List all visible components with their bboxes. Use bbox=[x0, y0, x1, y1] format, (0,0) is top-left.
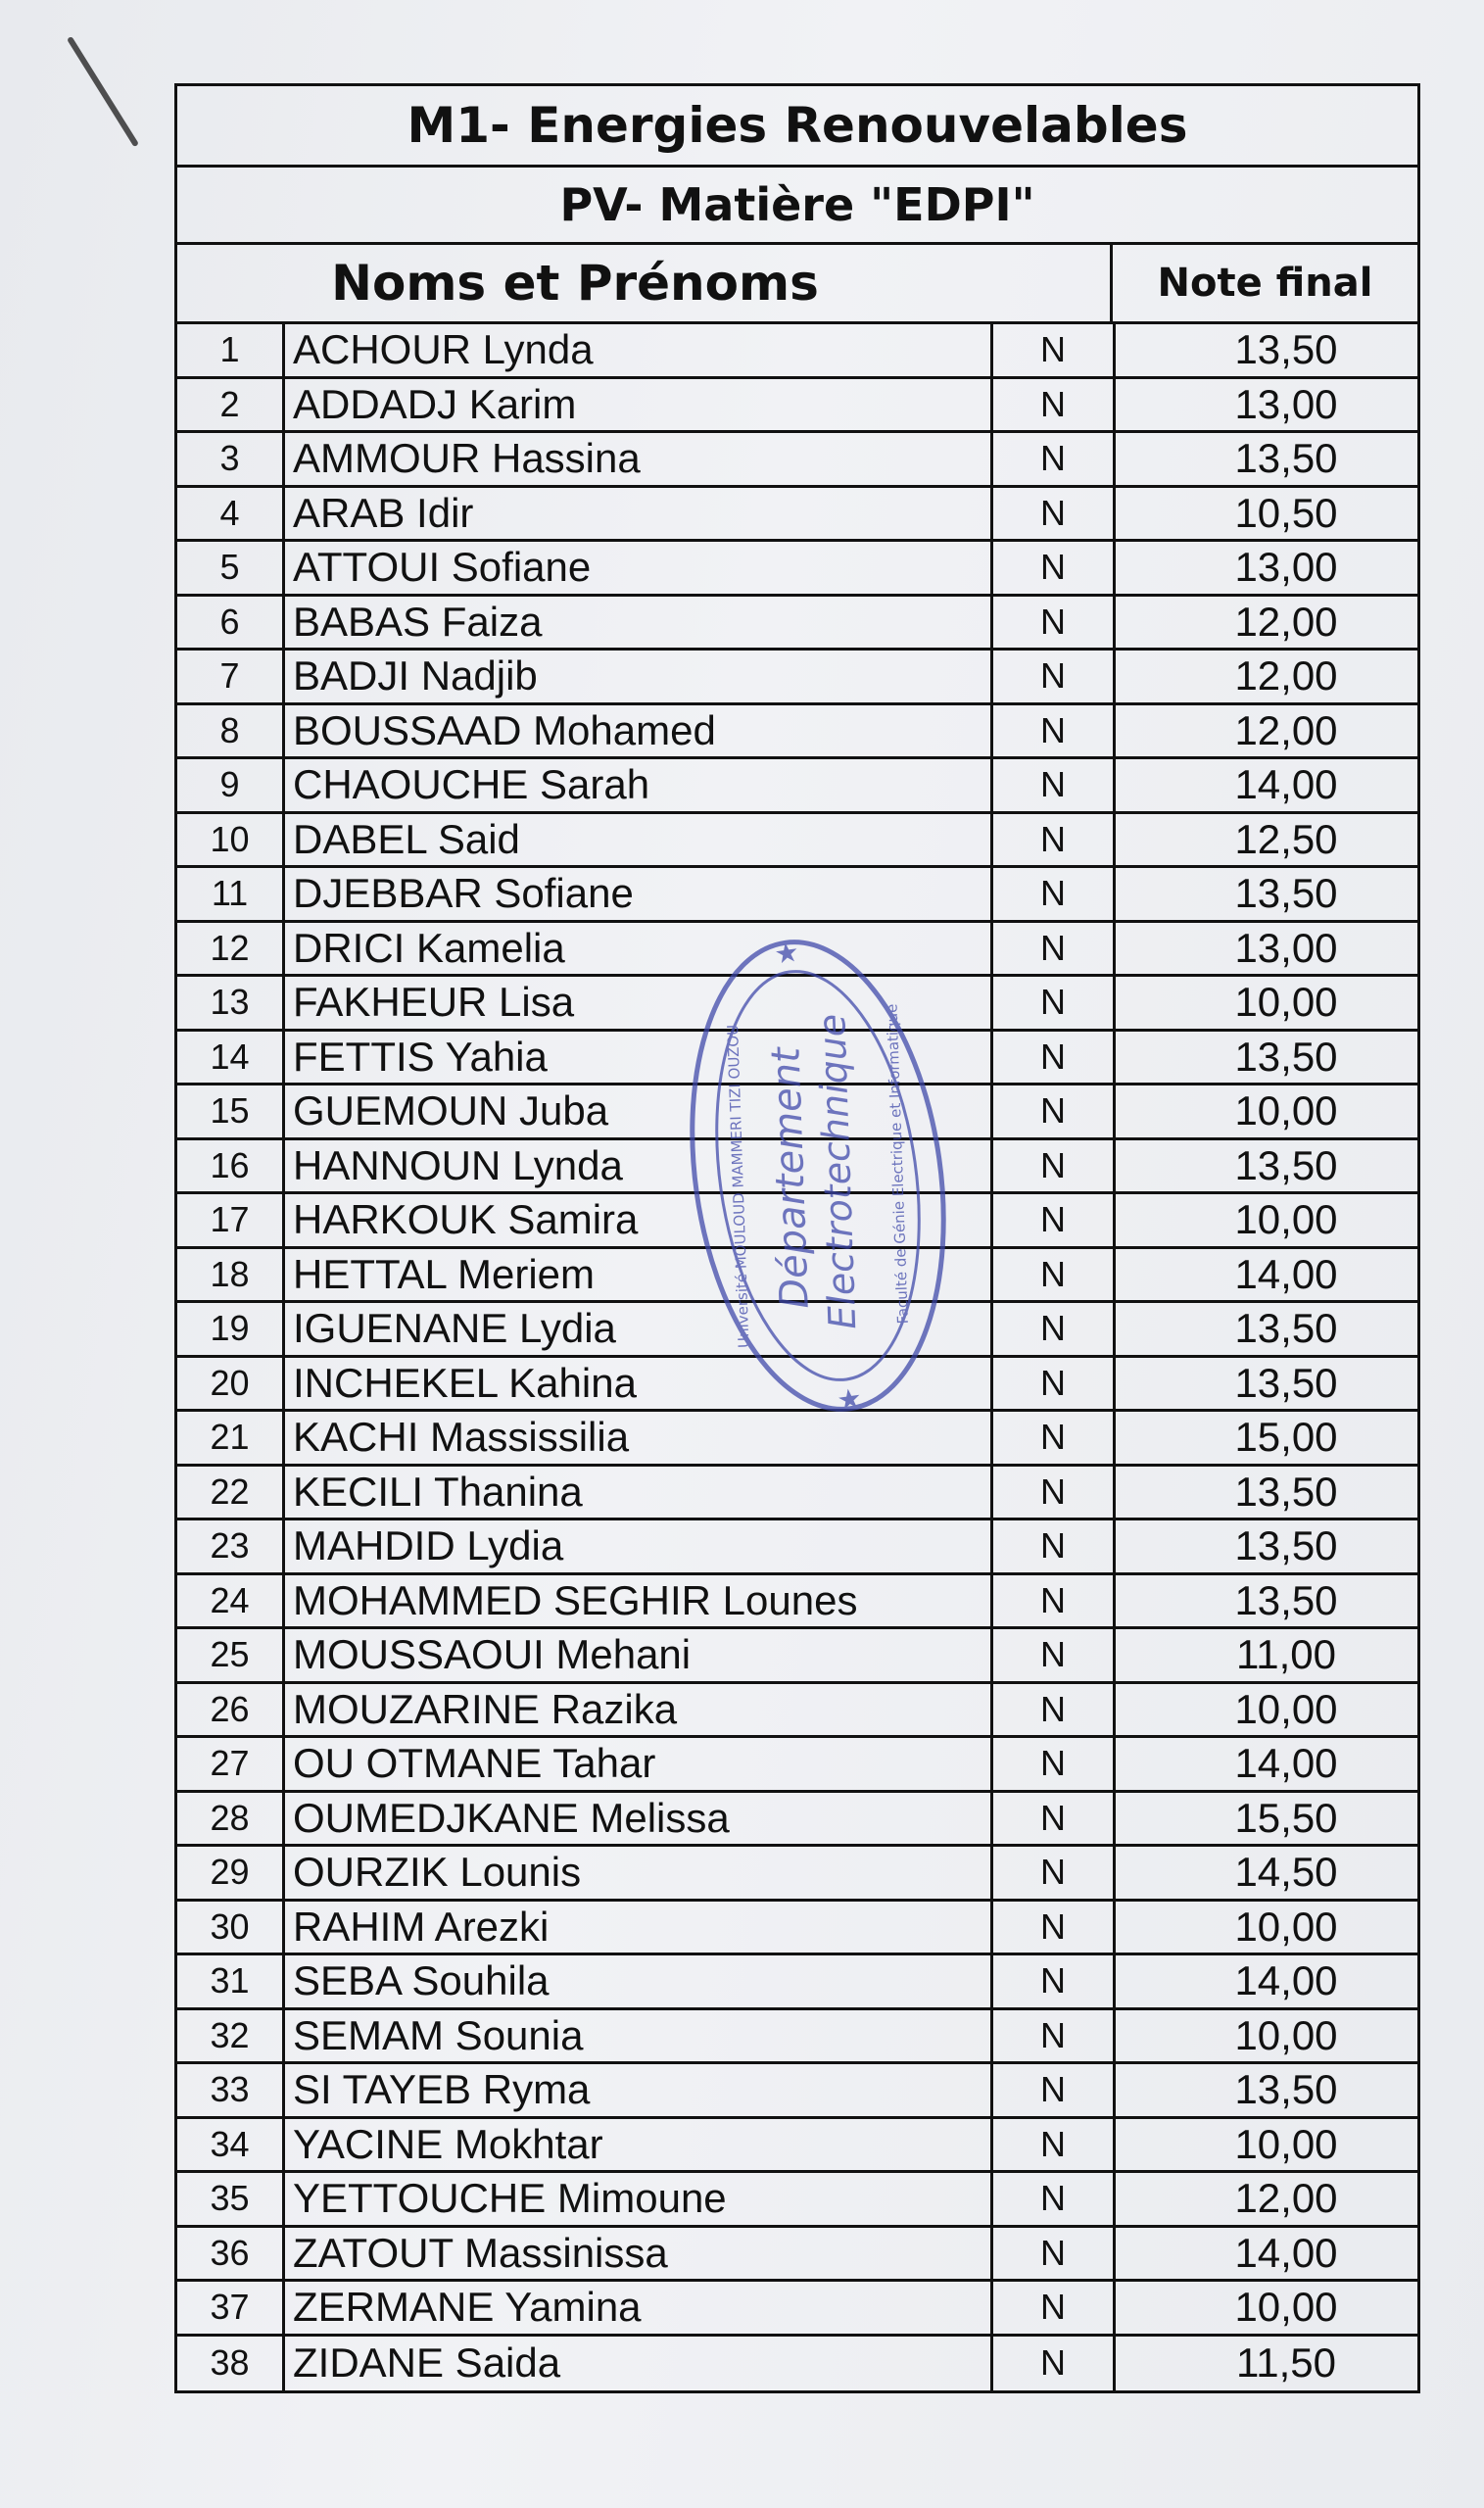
row-number: 30 bbox=[177, 1902, 285, 1953]
student-name: RAHIM Arezki bbox=[285, 1902, 993, 1953]
status-code: N bbox=[993, 1412, 1116, 1464]
status-code: N bbox=[993, 1902, 1116, 1953]
status-code: N bbox=[993, 1085, 1116, 1137]
student-name: YETTOUCHE Mimoune bbox=[285, 2173, 993, 2225]
student-name: AMMOUR Hassina bbox=[285, 433, 993, 485]
table-row bbox=[177, 379, 1417, 434]
stamp-line-1: Département bbox=[763, 1046, 818, 1310]
table-row bbox=[177, 977, 1417, 1032]
table-row bbox=[177, 542, 1417, 597]
row-number: 6 bbox=[177, 597, 285, 649]
final-grade: 12,00 bbox=[1234, 652, 1338, 699]
student-name: ZIDANE Saida bbox=[285, 2337, 993, 2391]
row-number: 8 bbox=[177, 705, 285, 757]
table-row bbox=[177, 759, 1417, 814]
table-row bbox=[177, 1793, 1417, 1848]
row-number: 28 bbox=[177, 1793, 285, 1845]
row-number: 38 bbox=[177, 2337, 285, 2391]
svg-text:★: ★ bbox=[835, 1381, 864, 1418]
final-grade: 13,00 bbox=[1234, 544, 1338, 591]
final-grade: 10,50 bbox=[1234, 489, 1338, 536]
final-grade: 13,50 bbox=[1234, 1305, 1338, 1352]
row-number: 21 bbox=[177, 1412, 285, 1464]
document-subtitle: PV- Matière "EDPI" bbox=[177, 168, 1417, 245]
table-row bbox=[177, 705, 1417, 760]
final-grade: 10,00 bbox=[1234, 1196, 1338, 1243]
final-grade: 13,50 bbox=[1234, 1359, 1338, 1406]
student-name: KECILI Thanina bbox=[285, 1467, 993, 1519]
row-number: 15 bbox=[177, 1085, 285, 1137]
status-code: N bbox=[993, 2282, 1116, 2334]
document-title: M1- Energies Renouvelables bbox=[177, 86, 1417, 168]
final-grade: 11,00 bbox=[1236, 1631, 1336, 1678]
table-row bbox=[177, 1902, 1417, 1956]
status-code: N bbox=[993, 1629, 1116, 1681]
final-grade: 10,00 bbox=[1234, 1087, 1338, 1134]
row-number: 35 bbox=[177, 2173, 285, 2225]
table-row bbox=[177, 923, 1417, 978]
status-code: N bbox=[993, 2228, 1116, 2280]
status-code: N bbox=[993, 2119, 1116, 2171]
final-grade: 15,00 bbox=[1234, 1414, 1338, 1461]
table-row bbox=[177, 1575, 1417, 1630]
table-row bbox=[177, 868, 1417, 923]
final-grade: 13,00 bbox=[1234, 380, 1338, 427]
row-number: 24 bbox=[177, 1575, 285, 1627]
final-grade: 13,50 bbox=[1234, 435, 1338, 482]
table-row bbox=[177, 1303, 1417, 1358]
student-name: OUMEDJKANE Melissa bbox=[285, 1793, 993, 1845]
student-name: ACHOUR Lynda bbox=[285, 324, 993, 376]
column-header-names: Noms et Prénoms bbox=[177, 245, 1113, 321]
final-grade: 11,50 bbox=[1236, 2339, 1336, 2387]
row-number: 23 bbox=[177, 1520, 285, 1572]
table-row bbox=[177, 488, 1417, 543]
status-code: N bbox=[993, 1847, 1116, 1899]
final-grade: 10,00 bbox=[1234, 2120, 1338, 2167]
status-code: N bbox=[993, 759, 1116, 811]
row-number: 32 bbox=[177, 2010, 285, 2062]
final-grade: 12,50 bbox=[1234, 815, 1338, 862]
student-name: MOHAMMED SEGHIR Lounes bbox=[285, 1575, 993, 1627]
row-number: 10 bbox=[177, 814, 285, 866]
final-grade: 13,50 bbox=[1234, 1141, 1338, 1188]
stamp-outer-top: Université MOULOUD MAMMERI TIZI OUZOU bbox=[723, 1024, 753, 1349]
student-name: DJEBBAR Sofiane bbox=[285, 868, 993, 920]
table-row bbox=[177, 1738, 1417, 1793]
status-code: N bbox=[993, 705, 1116, 757]
final-grade: 12,00 bbox=[1234, 598, 1338, 645]
row-number: 17 bbox=[177, 1194, 285, 1246]
final-grade: 13,50 bbox=[1234, 870, 1338, 917]
student-name: MAHDID Lydia bbox=[285, 1520, 993, 1572]
final-grade: 10,00 bbox=[1234, 2284, 1338, 2331]
row-number: 36 bbox=[177, 2228, 285, 2280]
table-row bbox=[177, 2337, 1417, 2391]
status-code: N bbox=[993, 2010, 1116, 2062]
final-grade: 15,50 bbox=[1234, 1794, 1338, 1841]
final-grade: 13,50 bbox=[1234, 1576, 1338, 1623]
student-name: DABEL Said bbox=[285, 814, 993, 866]
final-grade: 13,50 bbox=[1234, 1522, 1338, 1569]
status-code: N bbox=[993, 1684, 1116, 1736]
table-row bbox=[177, 1684, 1417, 1739]
table-row bbox=[177, 1194, 1417, 1249]
student-name: HANNOUN Lynda bbox=[285, 1140, 993, 1192]
row-number: 27 bbox=[177, 1738, 285, 1790]
final-grade: 13,00 bbox=[1234, 924, 1338, 971]
table-body bbox=[177, 324, 1417, 2390]
status-code: N bbox=[993, 2173, 1116, 2225]
final-grade: 10,00 bbox=[1234, 979, 1338, 1026]
row-number: 2 bbox=[177, 379, 285, 431]
stamp-outer-bottom: Faculté de Génie Electrique et Informatique bbox=[883, 1003, 912, 1325]
table-row bbox=[177, 2282, 1417, 2337]
student-name: OU OTMANE Tahar bbox=[285, 1738, 993, 1790]
table-row bbox=[177, 433, 1417, 488]
row-number: 4 bbox=[177, 488, 285, 540]
row-number: 37 bbox=[177, 2282, 285, 2334]
column-headers bbox=[177, 245, 1417, 324]
status-code: N bbox=[993, 868, 1116, 920]
row-number: 29 bbox=[177, 1847, 285, 1899]
table-row bbox=[177, 1412, 1417, 1467]
student-name: BOUSSAAD Mohamed bbox=[285, 705, 993, 757]
status-code: N bbox=[993, 1575, 1116, 1627]
status-code: N bbox=[993, 1032, 1116, 1084]
status-code: N bbox=[993, 923, 1116, 975]
row-number: 14 bbox=[177, 1032, 285, 1084]
table-row bbox=[177, 1085, 1417, 1140]
table-row bbox=[177, 324, 1417, 379]
row-number: 11 bbox=[177, 868, 285, 920]
row-number: 7 bbox=[177, 651, 285, 702]
student-name: GUEMOUN Juba bbox=[285, 1085, 993, 1137]
table-row bbox=[177, 1847, 1417, 1902]
column-header-note: Note final bbox=[1157, 261, 1373, 306]
status-code: N bbox=[993, 1358, 1116, 1410]
status-code: N bbox=[993, 1738, 1116, 1790]
student-name: IGUENANE Lydia bbox=[285, 1303, 993, 1355]
row-number: 13 bbox=[177, 977, 285, 1029]
table-row bbox=[177, 2010, 1417, 2065]
table-row bbox=[177, 1249, 1417, 1304]
status-code: N bbox=[993, 488, 1116, 540]
status-code: N bbox=[993, 1249, 1116, 1301]
student-name: FAKHEUR Lisa bbox=[285, 977, 993, 1029]
student-name: BABAS Faiza bbox=[285, 597, 993, 649]
student-name: CHAOUCHE Sarah bbox=[285, 759, 993, 811]
status-code: N bbox=[993, 1194, 1116, 1246]
status-code: N bbox=[993, 977, 1116, 1029]
row-number: 20 bbox=[177, 1358, 285, 1410]
final-grade: 14,00 bbox=[1234, 1740, 1338, 1787]
table-row bbox=[177, 2228, 1417, 2283]
table-row bbox=[177, 814, 1417, 869]
final-grade: 10,00 bbox=[1234, 2011, 1338, 2058]
row-number: 33 bbox=[177, 2064, 285, 2116]
table-row bbox=[177, 1467, 1417, 1521]
row-number: 34 bbox=[177, 2119, 285, 2171]
status-code: N bbox=[993, 597, 1116, 649]
svg-text:★: ★ bbox=[772, 935, 801, 971]
status-code: N bbox=[993, 1467, 1116, 1519]
final-grade: 10,00 bbox=[1234, 1903, 1338, 1950]
student-name: SEBA Souhila bbox=[285, 1955, 993, 2007]
status-code: N bbox=[993, 1955, 1116, 2007]
row-number: 9 bbox=[177, 759, 285, 811]
table-row bbox=[177, 597, 1417, 651]
status-code: N bbox=[993, 379, 1116, 431]
table-row bbox=[177, 2064, 1417, 2119]
student-name: ADDADJ Karim bbox=[285, 379, 993, 431]
status-code: N bbox=[993, 2064, 1116, 2116]
table-row bbox=[177, 1629, 1417, 1684]
grades-table bbox=[174, 83, 1420, 2393]
final-grade: 14,00 bbox=[1234, 1250, 1338, 1297]
status-code: N bbox=[993, 2337, 1116, 2391]
row-number: 31 bbox=[177, 1955, 285, 2007]
student-name: ZERMANE Yamina bbox=[285, 2282, 993, 2334]
status-code: N bbox=[993, 433, 1116, 485]
status-code: N bbox=[993, 324, 1116, 376]
status-code: N bbox=[993, 1520, 1116, 1572]
row-number: 19 bbox=[177, 1303, 285, 1355]
status-code: N bbox=[993, 1140, 1116, 1192]
final-grade: 13,50 bbox=[1234, 1033, 1338, 1080]
student-name: MOUSSAOUI Mehani bbox=[285, 1629, 993, 1681]
row-number: 26 bbox=[177, 1684, 285, 1736]
row-number: 5 bbox=[177, 542, 285, 594]
final-grade: 12,00 bbox=[1234, 706, 1338, 753]
row-number: 12 bbox=[177, 923, 285, 975]
table-row bbox=[177, 651, 1417, 705]
final-grade: 13,50 bbox=[1234, 326, 1338, 373]
table-row bbox=[177, 1032, 1417, 1086]
row-number: 18 bbox=[177, 1249, 285, 1301]
student-name: BADJI Nadjib bbox=[285, 651, 993, 702]
student-name: YACINE Mokhtar bbox=[285, 2119, 993, 2171]
final-grade: 12,00 bbox=[1234, 2175, 1338, 2222]
status-code: N bbox=[993, 814, 1116, 866]
final-grade: 10,00 bbox=[1234, 1685, 1338, 1732]
student-name: FETTIS Yahia bbox=[285, 1032, 993, 1084]
student-name: ARAB Idir bbox=[285, 488, 993, 540]
student-name: ATTOUI Sofiane bbox=[285, 542, 993, 594]
row-number: 16 bbox=[177, 1140, 285, 1192]
table-row bbox=[177, 2119, 1417, 2174]
final-grade: 14,50 bbox=[1234, 1849, 1338, 1896]
row-number: 25 bbox=[177, 1629, 285, 1681]
table-row bbox=[177, 1140, 1417, 1195]
table-row bbox=[177, 2173, 1417, 2228]
row-number: 3 bbox=[177, 433, 285, 485]
status-code: N bbox=[993, 651, 1116, 702]
student-name: SEMAM Sounia bbox=[285, 2010, 993, 2062]
student-name: KACHI Massissilia bbox=[285, 1412, 993, 1464]
status-code: N bbox=[993, 1303, 1116, 1355]
final-grade: 13,50 bbox=[1234, 2066, 1338, 2113]
table-row bbox=[177, 1520, 1417, 1575]
student-name: HARKOUK Samira bbox=[285, 1194, 993, 1246]
student-name: ZATOUT Massinissa bbox=[285, 2228, 993, 2280]
final-grade: 14,00 bbox=[1234, 761, 1338, 808]
stamp-line-2: Electrotechnique bbox=[810, 1013, 865, 1330]
final-grade: 14,00 bbox=[1234, 2229, 1338, 2276]
student-name: HETTAL Meriem bbox=[285, 1249, 993, 1301]
student-name: INCHEKEL Kahina bbox=[285, 1358, 993, 1410]
row-number: 1 bbox=[177, 324, 285, 376]
student-name: OURZIK Lounis bbox=[285, 1847, 993, 1899]
table-row bbox=[177, 1358, 1417, 1413]
student-name: MOUZARINE Razika bbox=[285, 1684, 993, 1736]
status-code: N bbox=[993, 542, 1116, 594]
student-name: DRICI Kamelia bbox=[285, 923, 993, 975]
status-code: N bbox=[993, 1793, 1116, 1845]
table-row bbox=[177, 1955, 1417, 2010]
row-number: 22 bbox=[177, 1467, 285, 1519]
student-name: SI TAYEB Ryma bbox=[285, 2064, 993, 2116]
final-grade: 14,00 bbox=[1234, 1957, 1338, 2004]
final-grade: 13,50 bbox=[1234, 1468, 1338, 1515]
